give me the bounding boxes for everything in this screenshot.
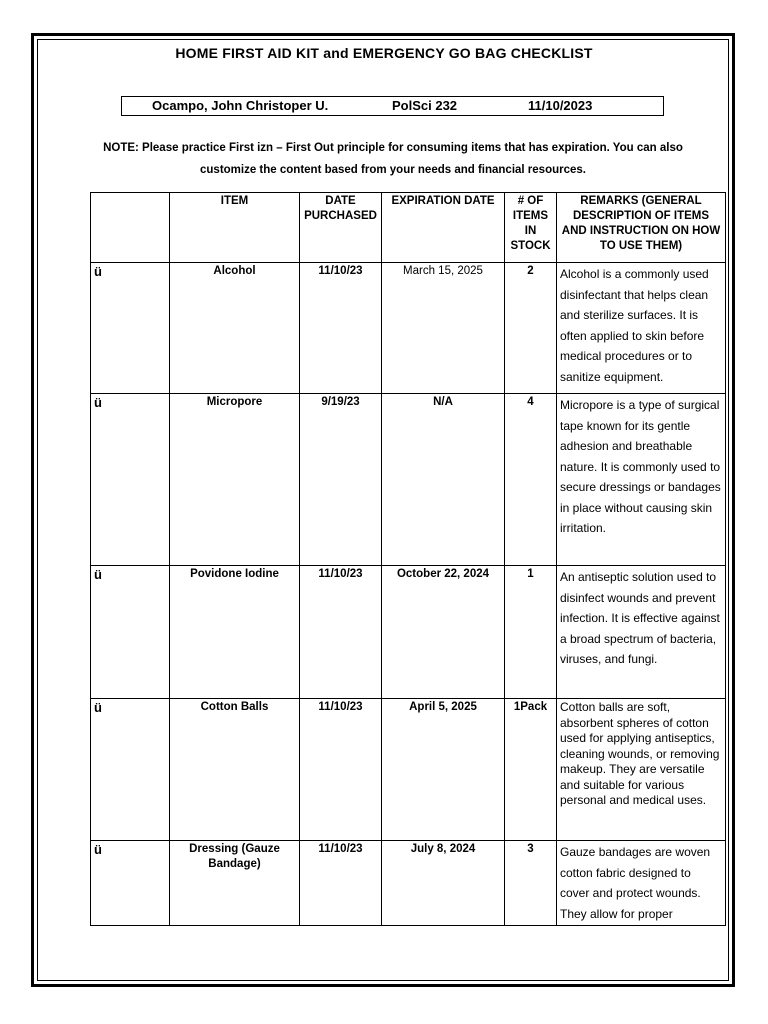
check-mark-icon: ü	[91, 394, 170, 566]
check-mark-icon: ü	[91, 263, 170, 394]
stock-count: 2	[505, 263, 557, 394]
stock-count: 4	[505, 394, 557, 566]
remarks: An antiseptic solution used to disinfect wounds and prevent infection. It is effective against a broad spectrum of bacteria, viruses, and fungi.	[557, 566, 726, 699]
check-mark-icon: ü	[91, 841, 170, 926]
header-date-purchased: DATE PURCHASED	[300, 193, 382, 263]
check-mark-icon: ü	[91, 566, 170, 699]
table-row	[91, 699, 726, 841]
header-remarks: REMARKS (GENERAL DESCRIPTION OF ITEMS AND INSTRUCTION ON HOW TO USE THEM)	[557, 193, 726, 263]
item-name: Micropore	[170, 394, 300, 566]
item-name: Dressing (Gauze Bandage)	[170, 841, 300, 926]
stock-count: 1	[505, 566, 557, 699]
expiration-date: April 5, 2025	[382, 699, 505, 841]
item-name: Povidone Iodine	[170, 566, 300, 699]
date-purchased: 11/10/23	[300, 566, 382, 699]
item-name: Alcohol	[170, 263, 300, 394]
course-code: PolSci 232	[392, 98, 458, 113]
date-purchased: 11/10/23	[300, 841, 382, 926]
expiration-date: October 22, 2024	[382, 566, 505, 699]
stock-count: 3	[505, 841, 557, 926]
table-row	[91, 394, 726, 566]
document-title: HOME FIRST AID KIT and EMERGENCY GO BAG CHECKLIST	[175, 45, 593, 61]
submission-date: 11/10/2023	[528, 98, 593, 113]
stock-count: 1Pack	[505, 699, 557, 841]
date-purchased: 9/19/23	[300, 394, 382, 566]
header-expiration-date: EXPIRATION DATE	[382, 193, 505, 263]
checklist-table	[90, 192, 726, 926]
note-paragraph: NOTE: Please practice First izn – First Out principle for consuming items that has expiration. You can also customize the content based from your needs and financial resources.	[103, 142, 683, 176]
table-row	[91, 841, 726, 926]
header-items-in-stock: # OF ITEMS IN STOCK	[505, 193, 557, 263]
student-info-box	[121, 96, 664, 116]
table-header-row	[91, 193, 726, 263]
item-name: Cotton Balls	[170, 699, 300, 841]
date-purchased: 11/10/23	[300, 699, 382, 841]
remarks: Micropore is a type of surgical tape known for its gentle adhesion and breathable nature. It is commonly used to secure dressings or bandages in place without causing skin irritation.	[557, 394, 726, 566]
header-item: ITEM	[170, 193, 300, 263]
expiration-date: N/A	[382, 394, 505, 566]
expiration-date: July 8, 2024	[382, 841, 505, 926]
header-check	[91, 193, 170, 263]
table-row	[91, 566, 726, 699]
remarks: Alcohol is a commonly used disinfectant that helps clean and sterilize surfaces. It is often applied to skin before medical procedures or to sanitize equipment.	[557, 263, 726, 394]
remarks: Gauze bandages are woven cotton fabric designed to cover and protect wounds. They allow for proper	[557, 841, 726, 926]
remarks: Cotton balls are soft, absorbent spheres of cotton used for applying antiseptics, cleaning wounds, or removing makeup. They are versatile and suitable for various personal and medical uses.	[557, 699, 726, 841]
table-row	[91, 263, 726, 394]
student-name: Ocampo, John Christoper U.	[152, 98, 329, 113]
expiration-date: March 15, 2025	[382, 263, 505, 394]
date-purchased: 11/10/23	[300, 263, 382, 394]
check-mark-icon: ü	[91, 699, 170, 841]
